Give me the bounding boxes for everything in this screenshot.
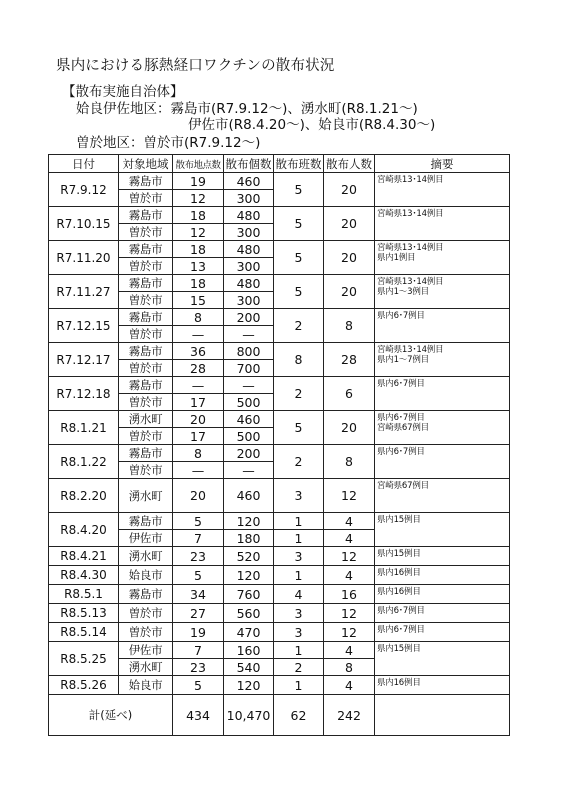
people-cell: 4 — [324, 566, 375, 585]
total-label: 計(延べ) — [49, 695, 173, 736]
people-cell: 20 — [324, 241, 375, 275]
points-cell: 34 — [173, 585, 224, 604]
count-cell: 500 — [224, 428, 274, 445]
points-cell: 8 — [173, 309, 224, 326]
note-cell: 県内6･7例目 — [375, 309, 510, 343]
count-cell: 480 — [224, 207, 274, 224]
teams-cell: 1 — [274, 513, 324, 530]
date-cell: R7.12.18 — [49, 377, 119, 411]
count-cell: 460 — [224, 411, 274, 428]
people-cell: 4 — [324, 530, 375, 547]
area-cell: 伊佐市 — [119, 530, 173, 547]
page-title: 県内における豚熱経口ワクチンの散布状況 — [56, 58, 335, 74]
note-cell: 県内16例目 — [375, 585, 510, 604]
area-line-1: 姶良伊佐地区：霧島市(R7.9.12～)、湧水町(R8.1.21～) — [76, 101, 418, 117]
area-cell: 霧島市 — [119, 207, 173, 224]
teams-cell: 2 — [274, 377, 324, 411]
area-cell: 曽於市 — [119, 428, 173, 445]
count-cell: — — [224, 462, 274, 479]
count-cell: 120 — [224, 513, 274, 530]
area-cell: 曽於市 — [119, 258, 173, 275]
note-cell: 県内15例目 — [375, 513, 510, 547]
count-cell: 180 — [224, 530, 274, 547]
table-header-row — [49, 155, 510, 173]
note-cell: 県内16例目 — [375, 676, 510, 695]
count-cell: 500 — [224, 394, 274, 411]
teams-cell: 3 — [274, 604, 324, 623]
points-cell: 19 — [173, 623, 224, 642]
table-row — [49, 207, 510, 224]
people-cell: 16 — [324, 585, 375, 604]
date-cell: R7.11.20 — [49, 241, 119, 275]
total-note — [375, 695, 510, 736]
count-cell: 300 — [224, 292, 274, 309]
people-cell: 6 — [324, 377, 375, 411]
count-cell: 700 — [224, 360, 274, 377]
points-cell: 7 — [173, 642, 224, 659]
date-cell: R8.1.22 — [49, 445, 119, 479]
header-people: 散布人数 — [324, 155, 375, 173]
area-cell: 曽於市 — [119, 190, 173, 207]
area-cell: 曽於市 — [119, 292, 173, 309]
teams-cell: 2 — [274, 659, 324, 676]
count-cell: 160 — [224, 642, 274, 659]
points-cell: 17 — [173, 428, 224, 445]
count-cell: — — [224, 377, 274, 394]
table-row — [49, 343, 510, 360]
count-cell: 480 — [224, 275, 274, 292]
area-cell: 曽於市 — [119, 394, 173, 411]
count-cell: 120 — [224, 566, 274, 585]
date-cell: R8.5.14 — [49, 623, 119, 642]
note-cell: 県内6･7例目 — [375, 445, 510, 479]
points-cell: 17 — [173, 394, 224, 411]
teams-cell: 1 — [274, 642, 324, 659]
note-cell: 宮崎県13･14例目 県内1～3例目 — [375, 275, 510, 309]
table-row — [49, 642, 510, 659]
area-cell: 霧島市 — [119, 377, 173, 394]
points-cell: 28 — [173, 360, 224, 377]
points-cell: — — [173, 462, 224, 479]
teams-cell: 5 — [274, 411, 324, 445]
points-cell: — — [173, 377, 224, 394]
note-cell: 宮崎県13･14例目 — [375, 173, 510, 207]
area-line-2: 伊佐市(R8.4.20～)、姶良市(R8.4.30～) — [188, 117, 436, 133]
points-cell: — — [173, 326, 224, 343]
table-row — [49, 275, 510, 292]
teams-cell: 4 — [274, 585, 324, 604]
points-cell: 23 — [173, 659, 224, 676]
area-cell: 曽於市 — [119, 360, 173, 377]
header-area: 対象地域 — [119, 155, 173, 173]
area-cell: 霧島市 — [119, 275, 173, 292]
area-cell: 湧水町 — [119, 411, 173, 428]
points-cell: 5 — [173, 513, 224, 530]
area-cell: 曽於市 — [119, 326, 173, 343]
table-row — [49, 513, 510, 530]
note-cell: 県内6･7例目 宮崎県67例目 — [375, 411, 510, 445]
people-cell: 20 — [324, 207, 375, 241]
people-cell: 8 — [324, 659, 375, 676]
people-cell: 4 — [324, 513, 375, 530]
date-cell: R7.12.15 — [49, 309, 119, 343]
count-cell: 300 — [224, 258, 274, 275]
area-cell: 曽於市 — [119, 224, 173, 241]
total-teams: 62 — [274, 695, 324, 736]
count-cell: 560 — [224, 604, 274, 623]
people-cell: 12 — [324, 623, 375, 642]
area-cell: 曽於市 — [119, 604, 173, 623]
teams-cell: 5 — [274, 275, 324, 309]
total-row — [49, 695, 510, 736]
date-cell: R8.5.25 — [49, 642, 119, 676]
table-row — [49, 604, 510, 623]
points-cell: 20 — [173, 479, 224, 513]
points-cell: 8 — [173, 445, 224, 462]
table-row — [49, 309, 510, 326]
teams-cell: 1 — [274, 530, 324, 547]
table-row — [49, 566, 510, 585]
teams-cell: 3 — [274, 547, 324, 566]
area-cell: 湧水町 — [119, 659, 173, 676]
note-cell: 県内6･7例目 — [375, 604, 510, 623]
count-cell: 460 — [224, 479, 274, 513]
points-cell: 15 — [173, 292, 224, 309]
area-cell: 伊佐市 — [119, 642, 173, 659]
count-cell: 480 — [224, 241, 274, 258]
area-cell: 曽於市 — [119, 623, 173, 642]
count-cell: 460 — [224, 173, 274, 190]
teams-cell: 1 — [274, 676, 324, 695]
teams-cell: 5 — [274, 207, 324, 241]
points-cell: 19 — [173, 173, 224, 190]
date-cell: R8.2.20 — [49, 479, 119, 513]
total-count: 10,470 — [224, 695, 274, 736]
count-cell: 200 — [224, 445, 274, 462]
teams-cell: 8 — [274, 343, 324, 377]
area-cell: 霧島市 — [119, 241, 173, 258]
note-cell: 宮崎県13･14例目 県内1例目 — [375, 241, 510, 275]
total-people: 242 — [324, 695, 375, 736]
points-cell: 36 — [173, 343, 224, 360]
people-cell: 8 — [324, 445, 375, 479]
count-cell: 760 — [224, 585, 274, 604]
teams-cell: 5 — [274, 241, 324, 275]
note-cell: 宮崎県13･14例目 — [375, 207, 510, 241]
date-cell: R7.9.12 — [49, 173, 119, 207]
table-row — [49, 377, 510, 394]
date-cell: R8.1.21 — [49, 411, 119, 445]
count-cell: 120 — [224, 676, 274, 695]
teams-cell: 3 — [274, 479, 324, 513]
table-row — [49, 547, 510, 566]
people-cell: 4 — [324, 642, 375, 659]
people-cell: 12 — [324, 547, 375, 566]
date-cell: R8.4.30 — [49, 566, 119, 585]
note-cell: 県内6･7例目 — [375, 623, 510, 642]
table-row — [49, 445, 510, 462]
count-cell: 540 — [224, 659, 274, 676]
points-cell: 23 — [173, 547, 224, 566]
points-cell: 7 — [173, 530, 224, 547]
date-cell: R8.5.1 — [49, 585, 119, 604]
area-cell: 霧島市 — [119, 309, 173, 326]
date-cell: R8.4.21 — [49, 547, 119, 566]
points-cell: 18 — [173, 241, 224, 258]
points-cell: 12 — [173, 224, 224, 241]
points-cell: 5 — [173, 566, 224, 585]
people-cell: 20 — [324, 275, 375, 309]
date-cell: R7.10.15 — [49, 207, 119, 241]
area-cell: 霧島市 — [119, 513, 173, 530]
points-cell: 5 — [173, 676, 224, 695]
area-cell: 霧島市 — [119, 343, 173, 360]
note-cell: 県内15例目 — [375, 642, 510, 676]
people-cell: 20 — [324, 173, 375, 207]
note-cell: 県内15例目 — [375, 547, 510, 566]
table-row — [49, 623, 510, 642]
teams-cell: 2 — [274, 309, 324, 343]
date-cell: R7.11.27 — [49, 275, 119, 309]
total-points: 434 — [173, 695, 224, 736]
header-points: 散布地点数 — [173, 155, 224, 173]
teams-cell: 3 — [274, 623, 324, 642]
points-cell: 18 — [173, 207, 224, 224]
count-cell: — — [224, 326, 274, 343]
count-cell: 300 — [224, 224, 274, 241]
count-cell: 200 — [224, 309, 274, 326]
area-cell: 霧島市 — [119, 585, 173, 604]
count-cell: 800 — [224, 343, 274, 360]
table-row — [49, 173, 510, 190]
people-cell: 8 — [324, 309, 375, 343]
area-cell: 姶良市 — [119, 566, 173, 585]
people-cell: 12 — [324, 604, 375, 623]
date-cell: R8.5.26 — [49, 676, 119, 695]
teams-cell: 2 — [274, 445, 324, 479]
note-cell: 宮崎県13･14例目 県内1～7例目 — [375, 343, 510, 377]
people-cell: 20 — [324, 411, 375, 445]
table-row — [49, 676, 510, 695]
points-cell: 20 — [173, 411, 224, 428]
area-cell: 霧島市 — [119, 445, 173, 462]
count-cell: 520 — [224, 547, 274, 566]
points-cell: 12 — [173, 190, 224, 207]
points-cell: 27 — [173, 604, 224, 623]
header-date: 日付 — [49, 155, 119, 173]
area-cell: 霧島市 — [119, 173, 173, 190]
table-row — [49, 479, 510, 513]
note-cell: 県内6･7例目 — [375, 377, 510, 411]
points-cell: 18 — [173, 275, 224, 292]
date-cell: R8.4.20 — [49, 513, 119, 547]
distribution-table — [48, 154, 510, 736]
date-cell: R8.5.13 — [49, 604, 119, 623]
section-heading: 【散布実施自治体】 — [62, 84, 184, 100]
area-line-3: 曽於地区：曽於市(R7.9.12～) — [76, 135, 261, 151]
count-cell: 300 — [224, 190, 274, 207]
header-count: 散布個数 — [225, 156, 272, 171]
people-cell: 12 — [324, 479, 375, 513]
header-notes: 摘要 — [375, 155, 510, 173]
header-teams: 散布班数 — [275, 156, 322, 171]
count-cell: 470 — [224, 623, 274, 642]
points-cell: 13 — [173, 258, 224, 275]
teams-cell: 5 — [274, 173, 324, 207]
note-cell: 宮崎県67例目 — [375, 479, 510, 513]
note-cell: 県内16例目 — [375, 566, 510, 585]
date-cell: R7.12.17 — [49, 343, 119, 377]
teams-cell: 1 — [274, 566, 324, 585]
table-row — [49, 585, 510, 604]
people-cell: 4 — [324, 676, 375, 695]
area-cell: 湧水町 — [119, 547, 173, 566]
area-cell: 湧水町 — [119, 479, 173, 513]
area-cell: 姶良市 — [119, 676, 173, 695]
area-cell: 曽於市 — [119, 462, 173, 479]
table-row — [49, 411, 510, 428]
people-cell: 28 — [324, 343, 375, 377]
table-row — [49, 241, 510, 258]
